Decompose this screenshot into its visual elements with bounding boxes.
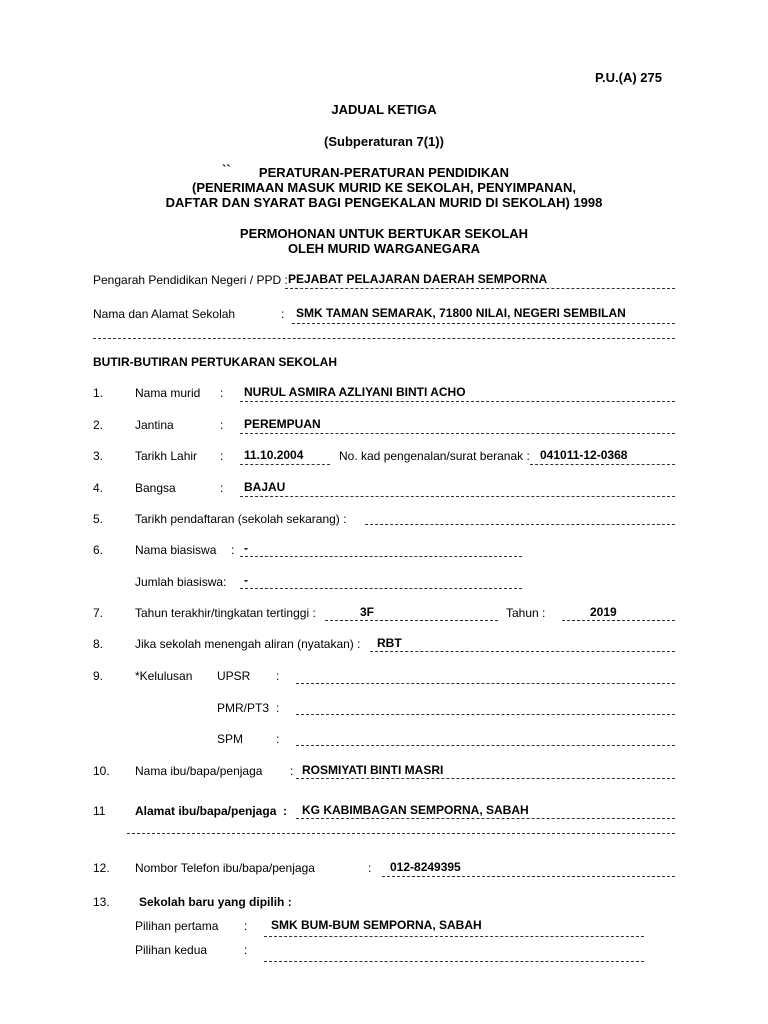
spm-colon: : [276, 732, 280, 746]
item-2-line [240, 433, 675, 434]
regulation-line-2: (PENERIMAAN MASUK MURID KE SEKOLAH, PENYIMPANAN, [192, 180, 576, 195]
item-12-line [382, 876, 675, 877]
ic-label: No. kad pengenalan/surat beranak : [339, 449, 530, 463]
scholarship-amount-value[interactable]: - [244, 573, 248, 587]
subregulation: (Subperaturan 7(1)) [324, 134, 444, 149]
item-6-line [240, 556, 522, 557]
pmr-line[interactable] [296, 714, 675, 715]
document-reference: P.U.(A) 275 [595, 70, 662, 85]
student-name-value[interactable]: NURUL ASMIRA AZLIYANI BINTI ACHO [244, 385, 466, 399]
year-value[interactable]: 2019 [590, 605, 617, 619]
ic-number-value[interactable]: 041011-12-0368 [540, 448, 628, 462]
schedule-title: JADUAL KETIGA [331, 102, 437, 117]
school-label: Nama dan Alamat Sekolah [93, 307, 236, 321]
year-label: Tahun : [506, 606, 546, 620]
upsr-label: UPSR [217, 669, 251, 683]
school-colon: : [281, 307, 285, 321]
item-8-number: 8. [93, 637, 104, 651]
school-value[interactable]: SMK TAMAN SEMARAK, 71800 NILAI, NEGERI SEMBILAN [296, 306, 626, 320]
item-7-number: 7. [93, 606, 104, 620]
item-3-number: 3. [93, 449, 104, 463]
item-6-colon: : [231, 543, 235, 557]
section-title: BUTIR-BUTIRAN PERTUKARAN SEKOLAH [93, 355, 337, 369]
stream-value[interactable]: RBT [377, 636, 402, 650]
item-12-label: Nombor Telefon ibu/bapa/penjaga [135, 861, 315, 875]
item-3-colon: : [220, 449, 224, 463]
spm-label: SPM [217, 732, 244, 746]
item-4-line [240, 496, 675, 497]
item-12-colon: : [368, 861, 372, 875]
item-9-number: 9. [93, 669, 104, 683]
item-4-label: Bangsa [135, 481, 176, 495]
item-1-line [240, 401, 675, 402]
scholarship-amount-label: Jumlah biasiswa: [135, 575, 227, 589]
ic-line [530, 464, 675, 465]
regulation-line-3: DAFTAR DAN SYARAT BAGI PENGEKALAN MURID DI SEKOLAH) 1998 [165, 195, 603, 210]
pmr-colon: : [276, 701, 280, 715]
second-choice-line[interactable] [264, 961, 644, 962]
spm-line[interactable] [296, 745, 675, 746]
item-7-label: Tahun terakhir/tingkatan tertinggi : [135, 606, 316, 620]
upsr-line[interactable] [296, 683, 675, 684]
parent-name-value[interactable]: ROSMIYATI BINTI MASRI [302, 763, 444, 777]
item-10-line [296, 778, 675, 779]
first-choice-label: Pilihan pertama [135, 919, 219, 933]
item-13-label: Sekolah baru yang dipilih : [139, 895, 292, 909]
birth-date-value[interactable]: 11.10.2004 [244, 448, 304, 462]
upsr-colon: : [276, 669, 280, 683]
first-choice-value[interactable]: SMK BUM-BUM SEMPORNA, SABAH [271, 918, 482, 932]
item-3-label: Tarikh Lahir [135, 449, 198, 463]
item-10-number: 10. [93, 764, 110, 778]
item-12-number: 12. [93, 861, 110, 875]
race-value[interactable]: BAJAU [244, 480, 286, 494]
item-2-number: 2. [93, 418, 104, 432]
form-title-1: PERMOHONAN UNTUK BERTUKAR SEKOLAH [239, 226, 529, 241]
registration-date-line[interactable] [365, 524, 675, 525]
item-9-label: *Kelulusan [135, 669, 193, 683]
item-13-number: 13. [93, 895, 110, 909]
first-choice-line [264, 936, 644, 937]
last-form-value[interactable]: 3F [360, 605, 375, 619]
item-11-number: 11 [93, 804, 106, 818]
second-choice-colon: : [244, 943, 248, 957]
item-3-line [240, 464, 330, 465]
item-2-label: Jantina [135, 418, 174, 432]
item-7-line [325, 620, 498, 621]
regulation-line-1: PERATURAN-PERATURAN PENDIDIKAN [258, 165, 510, 180]
item-4-colon: : [220, 481, 224, 495]
item-1-colon: : [220, 386, 224, 400]
pmr-label: PMR/PT3 [217, 701, 270, 715]
item-8-line [370, 651, 675, 652]
school-line [292, 323, 675, 324]
item-1-number: 1. [93, 386, 104, 400]
gender-value[interactable]: PEREMPUAN [244, 417, 321, 431]
item-1-label: Nama murid [135, 386, 201, 400]
item-5-label: Tarikh pendaftaran (sekolah sekarang) : [135, 512, 347, 526]
item-11-line-2 [127, 833, 675, 834]
item-11-colon: : [283, 804, 287, 818]
scholarship-name-value[interactable]: - [244, 541, 248, 555]
director-value[interactable]: PEJABAT PELAJARAN DAERAH SEMPORNA [288, 272, 548, 286]
item-8-label: Jika sekolah menengah aliran (nyatakan) : [135, 637, 361, 651]
first-choice-colon: : [244, 919, 248, 933]
director-label: Pengarah Pendidikan Negeri / PPD : [93, 273, 288, 287]
item-11-line [296, 818, 675, 819]
item-6-number: 6. [93, 543, 104, 557]
item-10-label: Nama ibu/bapa/penjaga [135, 764, 263, 778]
school-line-2 [93, 338, 675, 339]
item-2-colon: : [220, 418, 224, 432]
parent-address-value[interactable]: KG KABIMBAGAN SEMPORNA, SABAH [302, 803, 529, 817]
year-line [562, 620, 675, 621]
form-title-2: OLEH MURID WARGANEGARA [287, 241, 481, 256]
second-choice-label: Pilihan kedua [135, 943, 208, 957]
item-5-number: 5. [93, 512, 104, 526]
item-4-number: 4. [93, 481, 104, 495]
item-6-label: Nama biasiswa [135, 543, 217, 557]
item-10-colon: : [290, 764, 294, 778]
item-11-label: Alamat ibu/bapa/penjaga [135, 804, 277, 818]
quote-marks: `` [222, 162, 231, 177]
parent-phone-value[interactable]: 012-8249395 [390, 860, 461, 874]
scholarship-amount-line [240, 588, 522, 589]
director-line [285, 288, 675, 289]
